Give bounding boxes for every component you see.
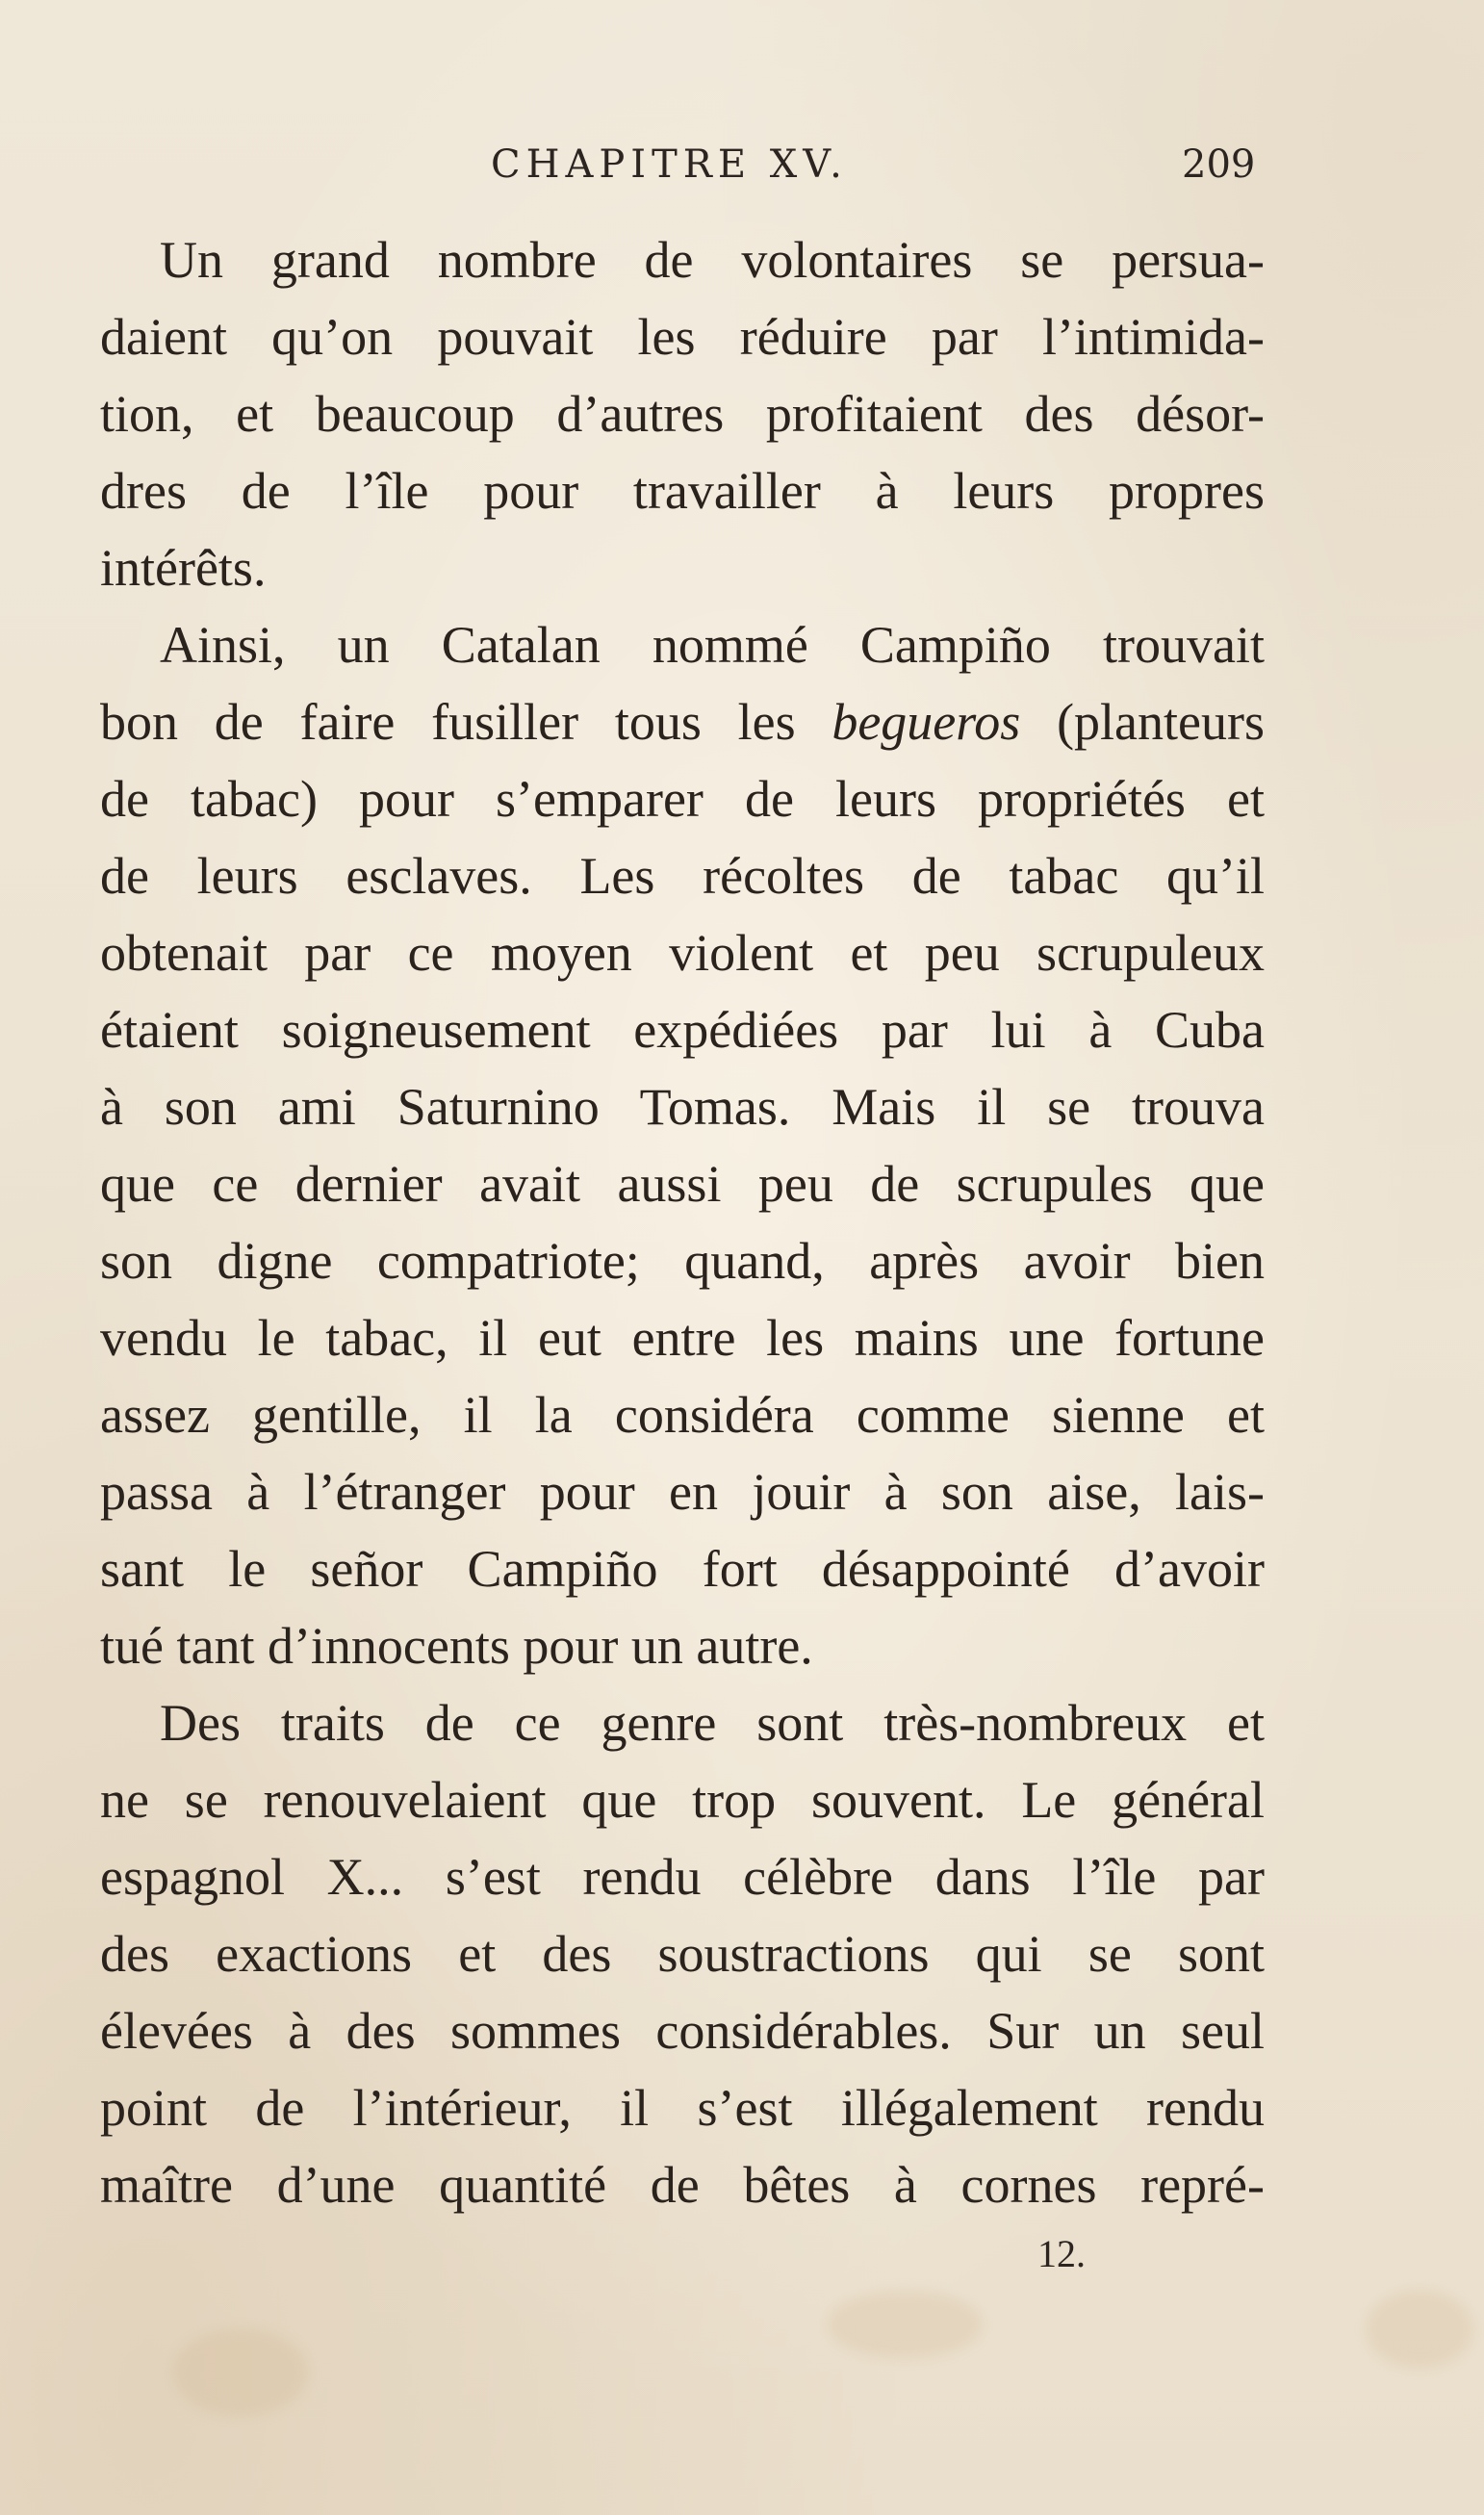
text-segment: bon de faire fusiller tous les [100, 693, 832, 751]
text-segment: Des traits de ce genre sont très-nombreux et [160, 1694, 1265, 1752]
text-segment: vendu le tabac, il eut entre les mains une fortune [100, 1309, 1265, 1367]
text-segment: tué tant d’innocents pour un autre. [100, 1617, 813, 1675]
text-line [100, 1992, 1265, 2069]
text-segment: intérêts. [100, 539, 267, 597]
text-line [100, 375, 1265, 452]
text-line [100, 1915, 1265, 1992]
text-segment: de tabac) pour s’emparer de leurs propriétés et [100, 770, 1265, 828]
text-segment: maître d’une quantité de bêtes à cornes repré- [100, 2156, 1265, 2214]
text-segment: passa à l’étranger pour en jouir à son aise, lais- [100, 1463, 1265, 1521]
chapter-title: CHAPITRE XV. [491, 142, 848, 187]
text-segment: élevées à des sommes considérables. Sur un seul [100, 2002, 1265, 2060]
text-line [100, 1838, 1265, 1915]
text-line [100, 1684, 1265, 1761]
text-line [100, 1607, 1265, 1684]
text-segment: point de l’intérieur, il s’est illégalement rendu [100, 2079, 1265, 2137]
text-line [100, 1761, 1265, 1838]
text-line [100, 1068, 1265, 1145]
text-segment: espagnol X... s’est rendu célèbre dans l’île par [100, 1848, 1265, 1906]
text-segment: dres de l’île pour travailler à leurs propres [100, 462, 1265, 520]
text-line [100, 452, 1265, 529]
text-line [100, 760, 1265, 837]
text-line [100, 991, 1265, 1068]
paper-stain [173, 2329, 308, 2416]
text-line [100, 1222, 1265, 1299]
text-segment: Ainsi, un Catalan nommé Campiño trouvait [160, 616, 1265, 674]
text-segment: daient qu’on pouvait les réduire par l’intimida- [100, 308, 1265, 366]
body-text [100, 221, 1265, 2223]
text-segment: des exactions et des soustractions qui se sont [100, 1925, 1265, 1983]
text-segment: à son ami Saturnino Tomas. Mais il se trouva [100, 1078, 1265, 1136]
text-segment: Un grand nombre de volontaires se persua- [160, 231, 1265, 289]
text-segment: tion, et beaucoup d’autres profitaient des désor- [100, 385, 1265, 443]
text-line [100, 1530, 1265, 1607]
text-line [100, 298, 1265, 375]
text-line [100, 1376, 1265, 1453]
signature-mark: 12. [1037, 2232, 1086, 2275]
text-segment: étaient soigneusement expédiées par lui à Cuba [100, 1001, 1265, 1059]
text-line [100, 1453, 1265, 1530]
text-segment: de leurs esclaves. Les récoltes de tabac qu’il [100, 847, 1265, 905]
text-line [100, 683, 1265, 760]
text-line [100, 837, 1265, 914]
text-line [100, 606, 1265, 683]
text-segment: sant le señor Campiño fort désappointé d’avoir [100, 1540, 1265, 1598]
paper-stain [1367, 2291, 1472, 2368]
text-segment: assez gentille, il la considéra comme sienne et [100, 1386, 1265, 1444]
text-segment: ne se renouvelaient que trop souvent. Le général [100, 1771, 1265, 1829]
page-number: 209 [1182, 142, 1256, 187]
text-line [100, 221, 1265, 298]
text-line [100, 1299, 1265, 1376]
text-segment: (planteurs [1020, 693, 1265, 751]
text-segment: obtenait par ce moyen violent et peu scrupuleux [100, 924, 1265, 982]
text-line [100, 529, 1265, 606]
text-line [100, 914, 1265, 991]
italic-term: begueros [832, 693, 1021, 751]
paper-stain [828, 2291, 982, 2358]
running-head [0, 142, 1484, 200]
text-line [100, 1145, 1265, 1222]
text-segment: que ce dernier avait aussi peu de scrupules que [100, 1155, 1265, 1213]
text-segment: son digne compatriote; quand, après avoir bien [100, 1232, 1265, 1290]
text-line [100, 2069, 1265, 2146]
text-line [100, 2146, 1265, 2223]
